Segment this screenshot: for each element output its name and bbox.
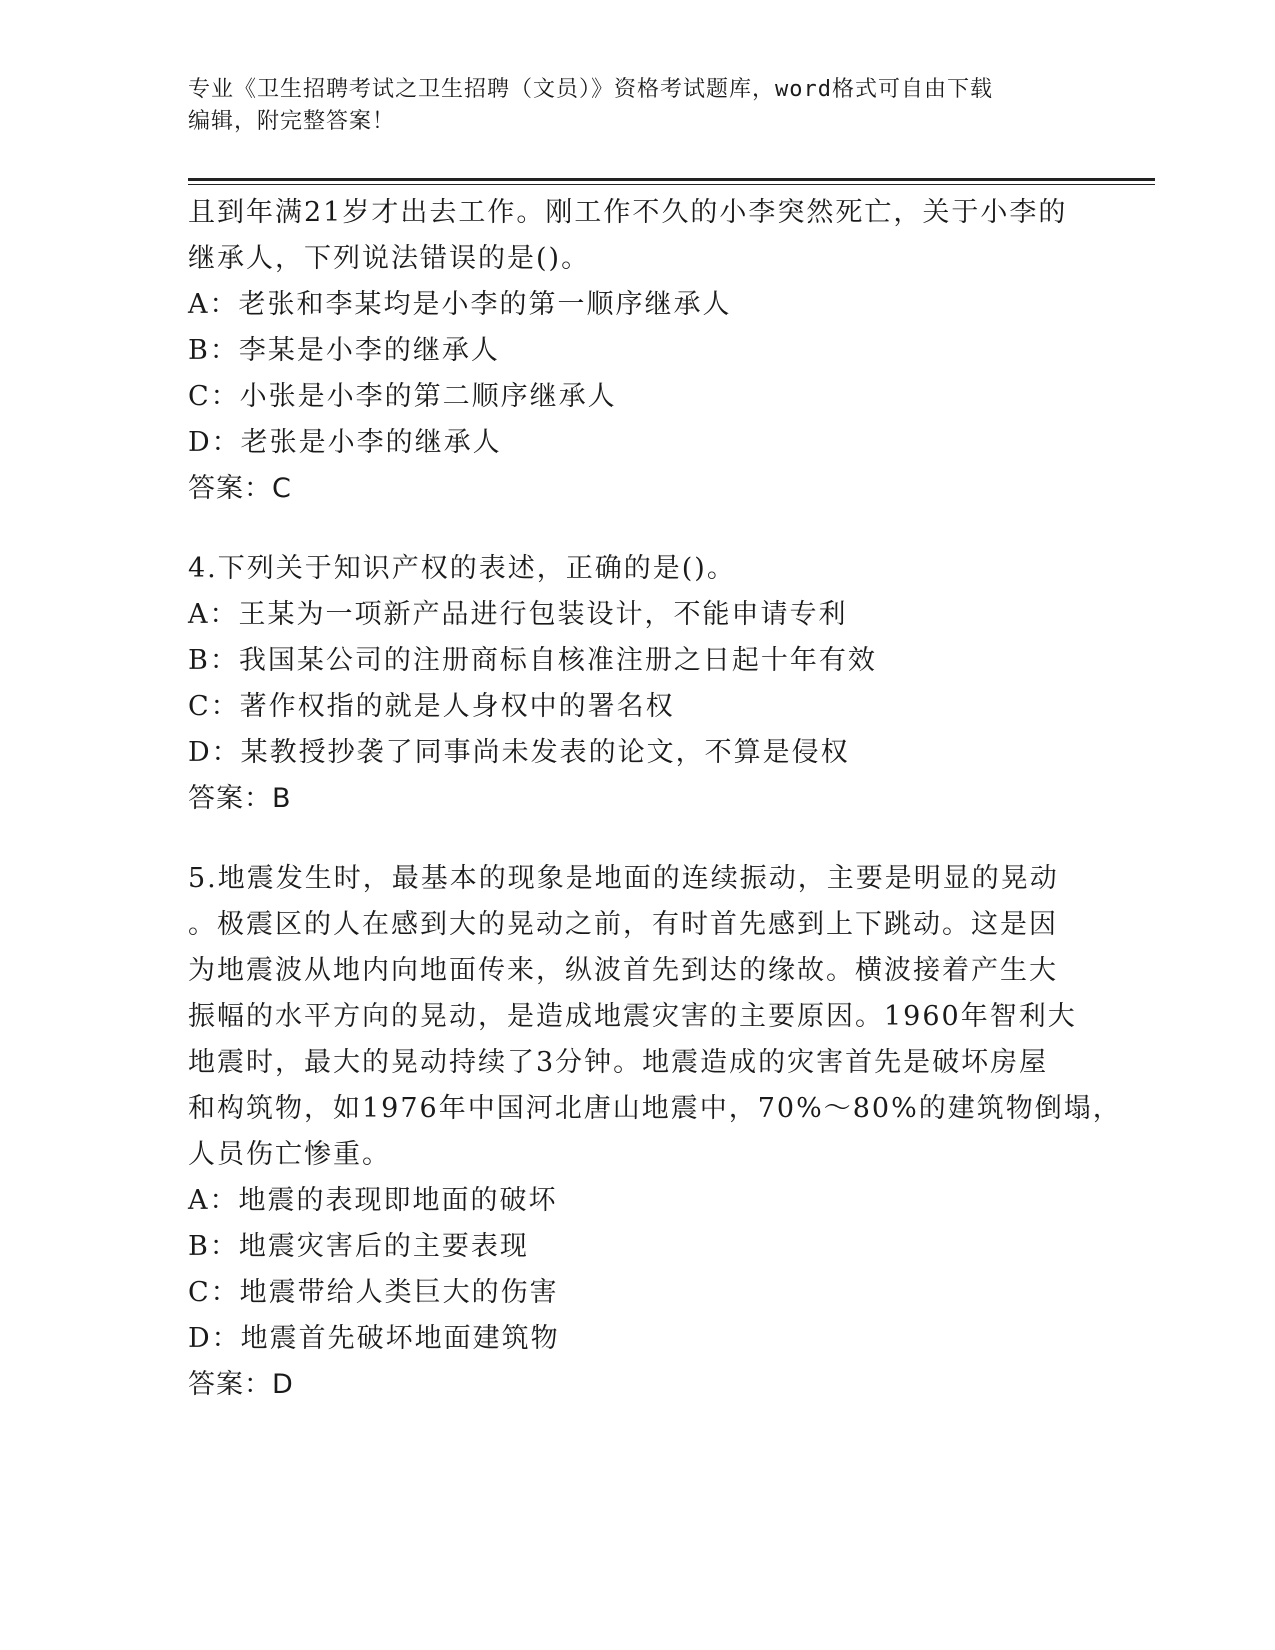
answer-line: 答案：B	[188, 783, 292, 814]
option-a: A：王某为一项新产品进行包装设计，不能申请专利	[188, 599, 848, 630]
question-stem-line: 5.地震发生时，最基本的现象是地面的连续振动，主要是明显的晃动	[188, 863, 1059, 894]
question-stem-line: 为地震波从地内向地面传来，纵波首先到达的缘故。横波接着产生大	[188, 955, 1058, 986]
document-header	[188, 74, 1088, 138]
question-stem-line: 地震时，最大的晃动持续了3分钟。地震造成的灾害首先是破坏房屋	[188, 1047, 1049, 1078]
option-b: B：我国某公司的注册商标自核准注册之日起十年有效	[188, 645, 877, 676]
answer-line: 答案：C	[188, 473, 292, 504]
question-stem-line: 且到年满21岁才出去工作。刚工作不久的小李突然死亡，关于小李的	[188, 197, 1068, 228]
question-4	[188, 546, 1088, 822]
question-stem-line: 人员伤亡惨重。	[188, 1139, 391, 1170]
option-a: A：地震的表现即地面的破坏	[188, 1185, 558, 1216]
option-c: C：地震带给人类巨大的伤害	[188, 1277, 559, 1308]
option-b: B：李某是小李的继承人	[188, 335, 500, 366]
header-line-1: 专业《卫生招聘考试之卫生招聘（文员）》资格考试题库，word格式可自由下载	[188, 77, 993, 102]
header-line-2: 编辑，附完整答案！	[188, 109, 396, 134]
option-a: A：老张和李某均是小李的第一顺序继承人	[188, 289, 732, 320]
question-stem-line: 4.下列关于知识产权的表述，正确的是()。	[188, 553, 736, 584]
option-d: D：老张是小李的继承人	[188, 427, 502, 458]
question-stem-line: 振幅的水平方向的晃动，是造成地震灾害的主要原因。1960年智利大	[188, 1001, 1077, 1032]
spacer	[188, 512, 1088, 546]
question-stem-line: 和构筑物，如1976年中国河北唐山地震中，70%～80%的建筑物倒塌，	[188, 1093, 1122, 1124]
header-divider-thick	[188, 178, 1155, 181]
question-content	[188, 190, 1122, 1408]
option-b: B：地震灾害后的主要表现	[188, 1231, 529, 1262]
option-d: D：某教授抄袭了同事尚未发表的论文，不算是侵权	[188, 737, 850, 768]
option-c: C：小张是小李的第二顺序继承人	[188, 381, 617, 412]
header-divider-thin	[188, 184, 1155, 185]
question-5	[188, 856, 1122, 1408]
option-d: D：地震首先破坏地面建筑物	[188, 1323, 560, 1354]
option-c: C：著作权指的就是人身权中的署名权	[188, 691, 675, 722]
question-stem-line: 继承人，下列说法错误的是()。	[188, 243, 591, 274]
question-stem-line: 。极震区的人在感到大的晃动之前，有时首先感到上下跳动。这是因	[188, 909, 1058, 940]
answer-line: 答案：D	[188, 1369, 294, 1400]
spacer	[188, 822, 1088, 856]
question-3	[188, 190, 1088, 512]
